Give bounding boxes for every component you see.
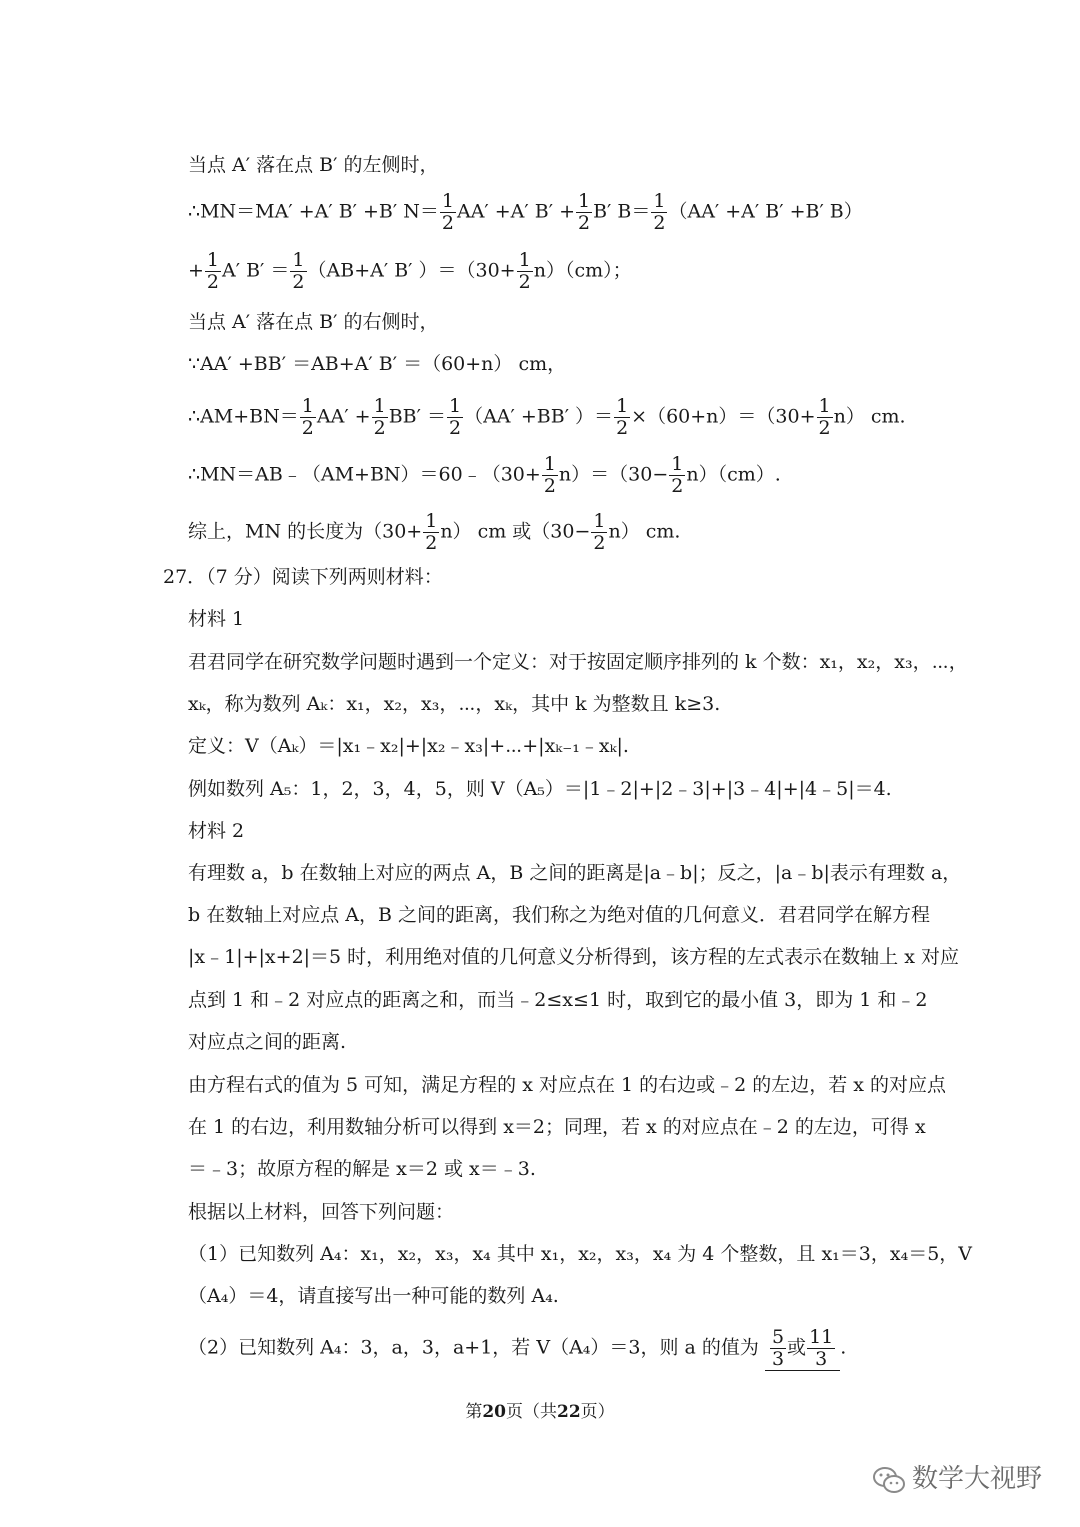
paragraph: b 在数轴上对应点 A，B 之间的距离，我们称之为绝对值的几何意义．君君同学在解方程 <box>188 904 930 926</box>
fraction-half: $\frac{1}{2}$ <box>518 249 531 293</box>
paragraph: 在 1 的右边，利用数轴分析可以得到 x＝2；同理，若 x 的对应点在﹣2 的左边，可得 x <box>188 1116 926 1138</box>
line-8: 综上，MN 的长度为（30+ $\frac{1}{2}$ n） cm 或（30− $\frac{1}{2}$ n） cm. <box>188 510 681 554</box>
line-5: ∵AA′ +BB′ ＝AB+A′ B′ ＝（60+n） cm， <box>188 353 567 375</box>
line-6: ∴AM+BN＝ $\frac{1}{2}$ AA′ + $\frac{1}{2}$ BB′ ＝ $\frac{1}{2}$ （AA′ +BB′ ）＝ $\frac{1}{2}$ ×（60+n）＝（30+ $\frac{1}{2}$ n） cm. <box>188 395 906 439</box>
fraction-five-thirds: $\frac{5}{3}$ <box>771 1326 785 1370</box>
paragraph: 例如数列 A₅：1，2，3，4，5，则 V（A₅）＝|1﹣2|+|2﹣3|+|3﹣4|+|4﹣5|＝4. <box>188 778 892 800</box>
fraction-half: $\frac{1}{2}$ <box>653 190 666 234</box>
paragraph: 点到 1 和﹣2 对应点的距离之和，而当﹣2≤x≤1 时，取到它的最小值 3，即为 1 和﹣2 <box>188 989 928 1011</box>
material-2-label: 材料 2 <box>188 820 245 842</box>
line-1: 当点 A′ 落在点 B′ 的左侧时， <box>188 154 439 176</box>
fraction-half: $\frac{1}{2}$ <box>301 395 314 439</box>
page-footer: 第20页（共22页） <box>465 1402 615 1422</box>
fraction-half: $\frac{1}{2}$ <box>671 453 684 497</box>
fraction-half: $\frac{1}{2}$ <box>578 190 591 234</box>
fraction-half: $\frac{1}{2}$ <box>543 453 556 497</box>
fraction-half: $\frac{1}{2}$ <box>593 510 606 554</box>
line-3: + $\frac{1}{2}$ A′ B′ ＝ $\frac{1}{2}$ （AB+A′ B′ ）＝（30+ $\frac{1}{2}$ n）（cm）； <box>188 249 632 293</box>
fraction-half: $\frac{1}{2}$ <box>373 395 386 439</box>
fraction-eleven-thirds: $\frac{11}{3}$ <box>809 1326 834 1370</box>
paragraph: 根据以上材料，回答下列问题： <box>188 1201 455 1223</box>
paragraph: （A₄）＝4，请直接写出一种可能的数列 A₄. <box>188 1285 559 1307</box>
question-2-line: （2）已知数列 A₄：3，a，3，a+1，若 V（A₄）＝3，则 a 的值为 $\frac{5}{3}$ 或 $\frac{11}{3}$ . <box>188 1326 847 1370</box>
paragraph: xₖ，称为数列 Aₖ：x₁，x₂，x₃，⋯，xₖ，其中 k 为整数且 k≥3. <box>188 693 721 715</box>
paragraph: 对应点之间的距离. <box>188 1031 347 1053</box>
fraction-half: $\frac{1}{2}$ <box>441 190 454 234</box>
line-4: 当点 A′ 落在点 B′ 的右侧时， <box>188 311 439 333</box>
paragraph: （1）已知数列 A₄：x₁，x₂，x₃，x₄ 其中 x₁，x₂，x₃，x₄ 为 4 个整数，且 x₁＝3，x₄＝5，V <box>188 1243 973 1265</box>
wechat-icon <box>872 1465 906 1495</box>
line-7: ∴MN＝AB﹣（AM+BN）＝60﹣（30+ $\frac{1}{2}$ n）＝（30− $\frac{1}{2}$ n）（cm）. <box>188 453 781 497</box>
material-1-label: 材料 1 <box>188 608 245 630</box>
fraction-half: $\frac{1}{2}$ <box>206 249 220 293</box>
paragraph: ＝﹣3；故原方程的解是 x＝2 或 x＝﹣3. <box>188 1158 536 1180</box>
fraction-half: $\frac{1}{2}$ <box>292 249 305 293</box>
paragraph: 定义：V（Aₖ）＝|x₁﹣x₂|+|x₂﹣x₃|+⋯+|xₖ₋₁﹣xₖ|. <box>188 735 629 757</box>
paragraph: |x﹣1|+|x+2|＝5 时，利用绝对值的几何意义分析得到，该方程的左式表示在数轴上 x 对应 <box>188 946 959 968</box>
fraction-half: $\frac{1}{2}$ <box>425 510 438 554</box>
paragraph: 由方程右式的值为 5 可知，满足方程的 x 对应点在 1 的右边或﹣2 的左边，若 x 的对应点 <box>188 1074 947 1096</box>
fraction-half: $\frac{1}{2}$ <box>818 395 831 439</box>
answer-blank: $\frac{5}{3}$ 或 $\frac{11}{3}$ <box>765 1327 840 1371</box>
paragraph: 君君同学在研究数学问题时遇到一个定义：对于按固定顺序排列的 k 个数：x₁，x₂，x₃，⋯， <box>188 651 968 673</box>
fraction-half: $\frac{1}{2}$ <box>448 395 462 439</box>
question-27-heading: 27．（7 分）阅读下列两则材料： <box>163 566 443 588</box>
paragraph: 有理数 a，b 在数轴上对应的两点 A，B 之间的距离是|a﹣b|；反之，|a﹣b|表示有理数 a， <box>188 862 962 884</box>
fraction-half: $\frac{1}{2}$ <box>616 395 629 439</box>
watermark: 数学大视野 <box>872 1458 1042 1495</box>
line-2: ∴MN＝MA′ +A′ B′ +B′ N＝ $\frac{1}{2}$ AA′ +A′ B′ + $\frac{1}{2}$ B′ B＝ $\frac{1}{2}$ （AA′ +A′ B′ +B′ B） <box>188 190 863 234</box>
